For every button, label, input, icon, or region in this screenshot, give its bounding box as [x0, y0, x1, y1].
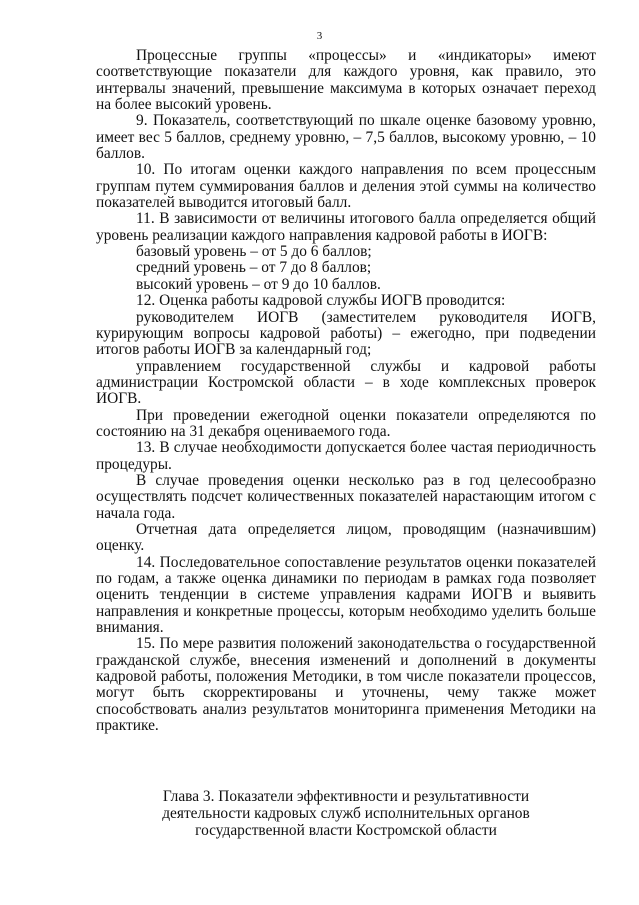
level-medium: средний уровень – от 7 до 8 баллов; [136, 259, 372, 277]
document-body [96, 48, 596, 734]
level-basic: базовый уровень – от 5 до 6 баллов; [136, 243, 372, 261]
chapter-heading-line-3: государственной власти Костромской области [195, 822, 497, 839]
paragraph-item-9: 9. Показатель, соответствующий по шкале оценке базовому уровню, имеет вес 5 баллов, среднему уровню, – 7,5 баллов, высокому уровню, – 10 баллов. [96, 112, 596, 163]
paragraph-item-14: 14. Последовательное сопоставление результатов оценки показателей по годам, а также оценка динамики по периодам в рамках года позволяет оценить тенденции в системе управления кадрами ИОГВ и выявить направления и конкретные процессы, которым необходимо уделить больше внимания. [96, 553, 596, 637]
paragraph-head-of-iogv: руководителем ИОГВ (заместителем руководителя ИОГВ, курирующим вопросы кадровой работы) – ежегодно, при подведении итогов работы ИОГВ за календарный год; [96, 308, 596, 359]
page-number: 3 [316, 30, 323, 42]
paragraph-item-15: 15. По мере развития положений законодательства о государственной гражданской службе, внесения изменений и дополнений в документы кадровой работы, положения Методики, в том числе показатели процессов, могут быть скорректированы и уточнены, чему также может способствовать анализ результатов мониторинга применения Методики на практике. [96, 635, 596, 735]
paragraph-item-13: 13. В случае необходимости допускается более частая периодичность процедуры. [96, 439, 596, 473]
paragraph-item-11: 11. В зависимости от величины итогового балла определяется общий уровень реализации каждого направления кадровой работы в ИОГВ: [96, 210, 596, 244]
paragraph-multiple-evaluations: В случае проведения оценки несколько раз в год целесообразно осуществлять подсчет количественных показателей нарастающим итогом с начала года. [96, 471, 596, 522]
paragraph-civil-service-department: управлением государственной службы и кадровой работы администрации Костромской области – в ходе комплексных проверок ИОГВ. [96, 357, 596, 408]
level-high: высокий уровень – от 9 до 10 баллов. [136, 275, 381, 293]
paragraph-report-date: Отчетная дата определяется лицом, проводящим (назначившим) оценку. [96, 520, 596, 555]
paragraph-process-groups: Процессные группы «процессы» и «индикаторы» имеют соответствующие показатели для каждого уровня, как правило, это интервалы значений, превышение максимума в которых означает переход на более высокий уровень. [96, 47, 596, 114]
paragraph-item-12: 12. Оценка работы кадровой службы ИОГВ проводится: [136, 292, 506, 310]
chapter-heading [96, 788, 596, 839]
chapter-heading-line-2: деятельности кадровых служб исполнительных органов [162, 805, 530, 822]
paragraph-item-10: 10. По итогам оценки каждого направления по всем процессным группам путем суммирования баллов и деления этой суммы на количество показателей выводится итоговый балл. [96, 161, 596, 212]
chapter-heading-line-1: Глава 3. Показатели эффективности и результативности [162, 788, 530, 805]
paragraph-annual-evaluation: При проведении ежегодной оценки показатели определяются по состоянию на 31 декабря оцениваемого года. [96, 406, 596, 440]
